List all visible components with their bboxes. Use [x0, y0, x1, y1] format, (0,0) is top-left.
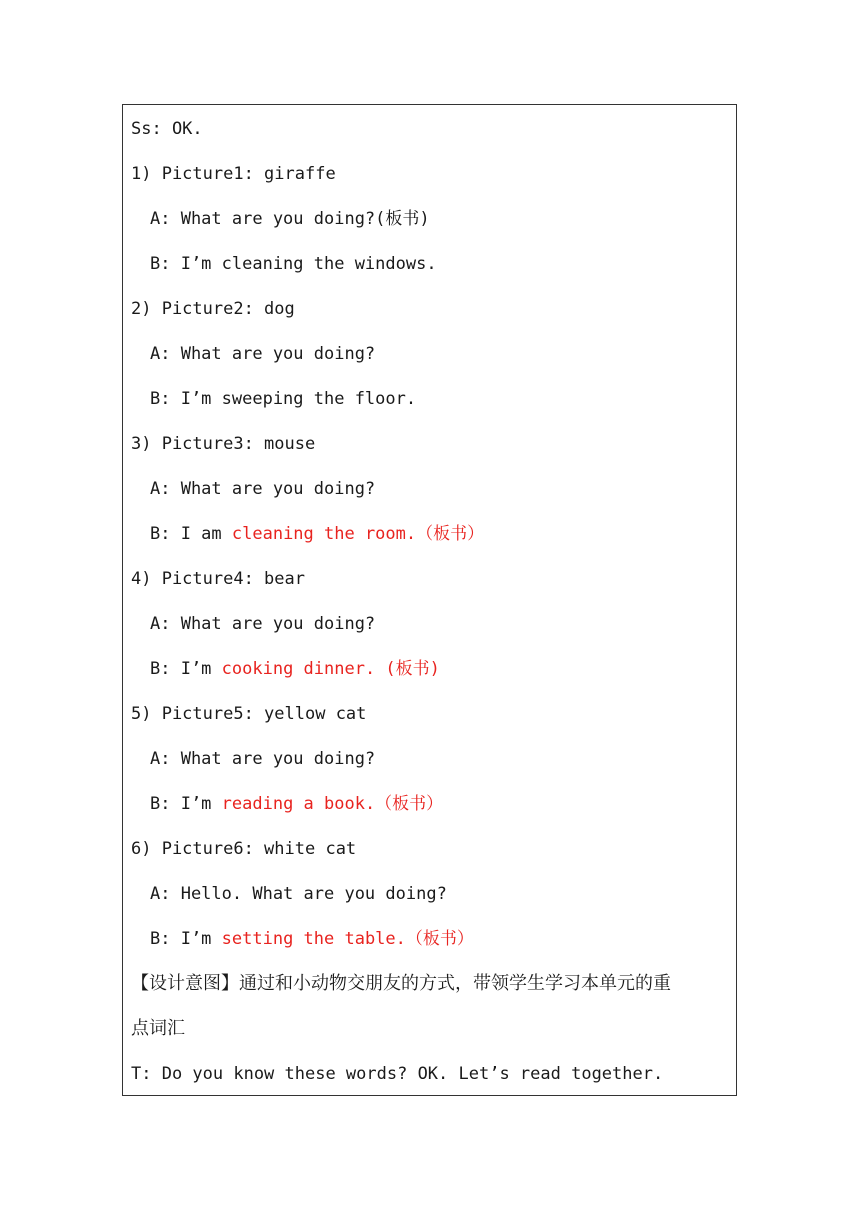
line-picture4: 4) Picture4: bear [131, 569, 305, 589]
line-picture6: 6) Picture6: white cat [131, 839, 357, 859]
line-picture3: 3) Picture3: mouse [131, 434, 316, 454]
line-picture4-question: A: What are you doing? [150, 614, 376, 634]
line-picture6-answer [150, 928, 474, 950]
line-picture6-question: A: Hello. What are you doing? [150, 884, 447, 904]
design-intent-line2: 点词汇 [131, 1018, 185, 1039]
line-picture1-answer: B: I’m cleaning the windows. [150, 254, 437, 274]
line-picture4-answer [150, 658, 440, 680]
answer-prefix: B: I am [150, 524, 232, 544]
line-teacher-prompt: T: Do you know these words? OK. Let’s read together. [131, 1064, 664, 1084]
highlighted-phrase: cleaning the room.（板书） [231, 524, 485, 544]
line-picture5-question: A: What are you doing? [150, 749, 376, 769]
line-picture5-answer [150, 793, 443, 815]
highlighted-phrase: cooking dinner. (板书) [221, 659, 440, 679]
line-picture1: 1) Picture1: giraffe [131, 164, 336, 184]
line-picture3-question: A: What are you doing? [150, 479, 376, 499]
answer-prefix: B: I’m [150, 659, 222, 679]
answer-prefix: B: I’m [150, 794, 222, 814]
line-picture2: 2) Picture2: dog [131, 299, 295, 319]
design-intent-line1: 【设计意图】通过和小动物交朋友的方式，带领学生学习本单元的重 [131, 973, 671, 994]
answer-prefix: B: I’m [150, 929, 222, 949]
line-picture2-answer: B: I’m sweeping the floor. [150, 389, 417, 409]
highlighted-phrase: setting the table.（板书） [221, 929, 474, 949]
line-picture5: 5) Picture5: yellow cat [131, 704, 367, 724]
line-ss-ok: Ss: OK. [131, 119, 203, 139]
lesson-plan-cell [122, 104, 737, 1096]
highlighted-phrase: reading a book.（板书） [221, 794, 444, 814]
line-picture2-question: A: What are you doing? [150, 344, 376, 364]
line-picture3-answer [150, 523, 484, 545]
line-picture1-question: A: What are you doing?(板书) [150, 209, 430, 229]
